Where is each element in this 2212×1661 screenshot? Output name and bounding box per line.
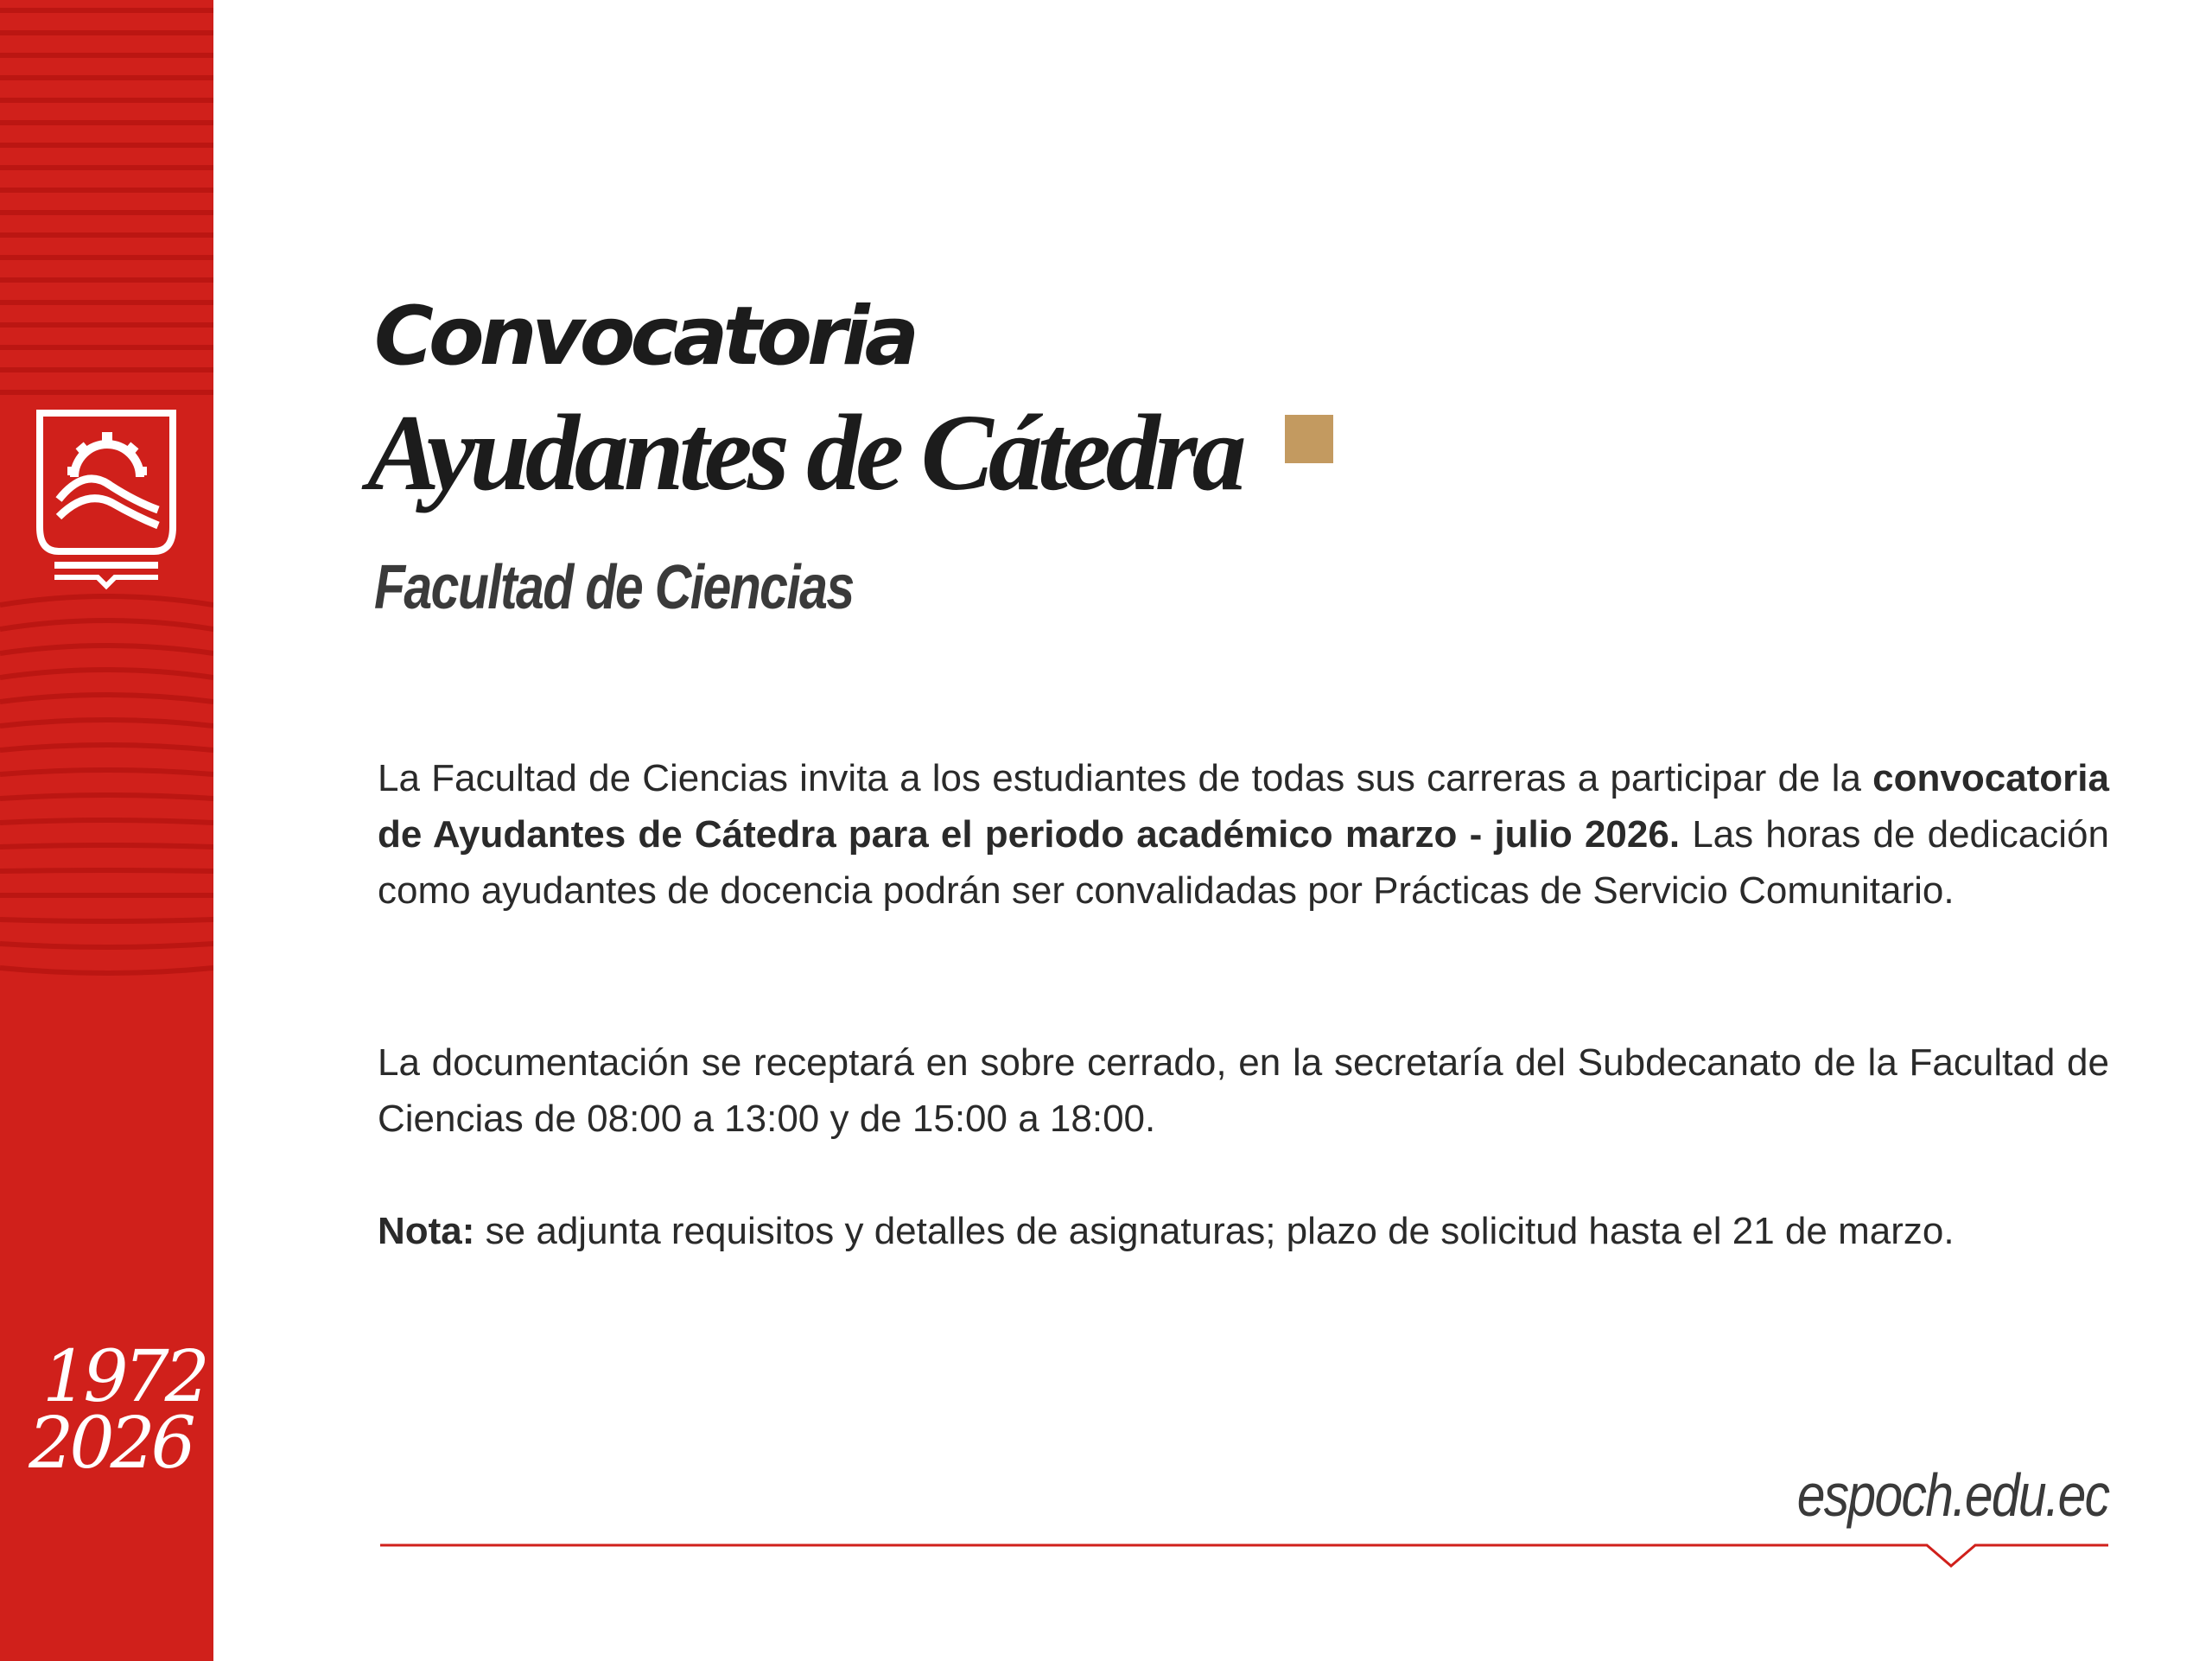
espoch-shield-icon: [33, 406, 180, 596]
current-year: 2026: [29, 1403, 192, 1485]
intro-paragraph: [378, 750, 2109, 919]
program-title: Ayudantes de Cátedra: [367, 393, 1242, 513]
intro-text-continued: Las horas de dedicación como ayudantes de docencia podrán ser convalidadas por Prácticas de Servicio Comunitario.: [378, 813, 2109, 912]
website-link[interactable]: espoch.edu.ec: [1796, 1461, 2108, 1529]
submission-paragraph: La documentación se receptará en sobre cerrado, en la secretaría del Subdecanato de la Facultad de Ciencias de 08:00 a 13:00 y de 15:00 a 18:00.: [378, 1041, 2109, 1140]
note-paragraph: [378, 1203, 2109, 1259]
note-label: Nota:: [378, 1210, 475, 1252]
note-text: se adjunta requisitos y detalles de asignaturas; plazo de solicitud hasta el 21 de marzo.: [474, 1210, 1955, 1252]
faculty-subtitle: Facultad de Ciencias: [374, 553, 854, 622]
brand-sidebar: [0, 0, 213, 1661]
footer-underline: [380, 1530, 2108, 1581]
intro-text: La Facultad de Ciencias invita a los estudiantes de todas sus carreras a participar de la: [378, 757, 1873, 799]
founding-year: 1972: [42, 1336, 206, 1418]
intro-highlight: convocatoria de Ayudantes de Cátedra para el periodo académico marzo - julio 2026.: [378, 757, 2109, 856]
page-title: Convocatoria: [374, 290, 915, 384]
gold-accent-square: [1285, 415, 1333, 463]
